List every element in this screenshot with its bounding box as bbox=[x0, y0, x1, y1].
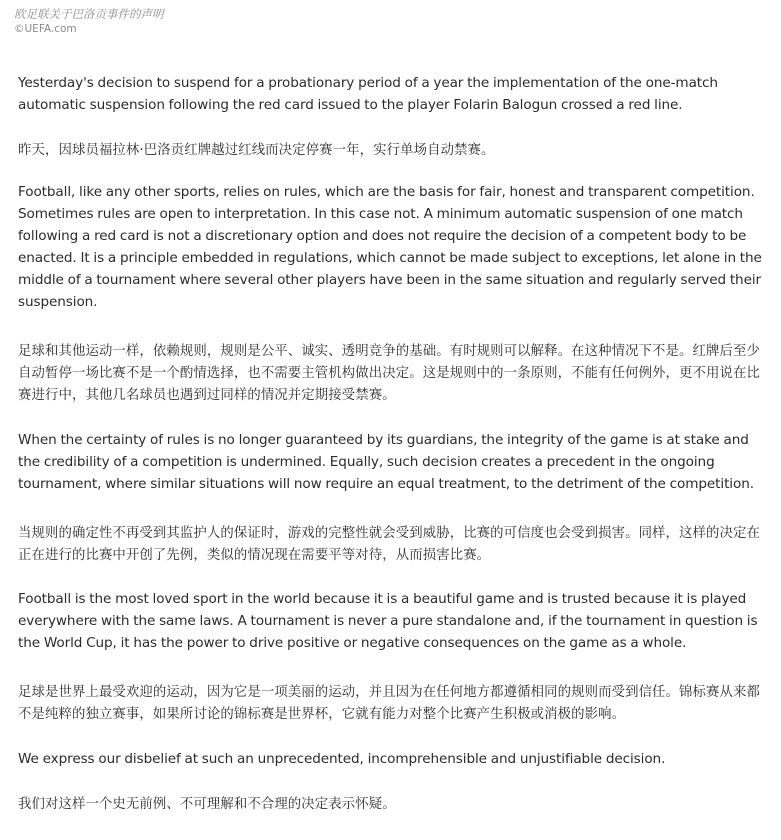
paragraph-zh-3: 当规则的确定性不再受到其监护人的保证时，游戏的完整性就会受到威胁，比赛的可信度也会受到损害。同样，这样的决定在正在进行的比赛中开创了先例，类似的情况现在需要平等对待，从而损害比赛。 bbox=[18, 526, 760, 563]
paragraph-zh-5: 我们对这样一个史无前例、不可理解和不合理的决定表示怀疑。 bbox=[18, 797, 396, 812]
paragraph-en-1: Yesterday's decision to suspend for a probationary period of a year the implementation of the one-match automatic suspension following the red card issued to the player Folarin Balogun crossed a red line. bbox=[18, 75, 718, 113]
article-header bbox=[14, 6, 164, 37]
article-title: 欧足联关于巴洛贡事件的声明 bbox=[14, 7, 164, 21]
paragraph-zh-4: 足球是世界上最受欢迎的运动，因为它是一项美丽的运动，并且因为在任何地方都遵循相同的规则而受到信任。锦标赛从来都不是纯粹的独立赛事，如果所讨论的锦标赛是世界杯，它就有能力对整个比赛产生积极或消极的影响。 bbox=[18, 685, 760, 722]
paragraph-en-5: We express our disbelief at such an unprecedented, incomprehensible and unjustifiable decision. bbox=[18, 751, 666, 767]
article-source: ©UEFA.com bbox=[14, 23, 77, 35]
article-body bbox=[18, 72, 770, 840]
paragraph-en-4: Football is the most loved sport in the world because it is a beautiful game and is trusted because it is played everywhere with the same laws. A tournament is never a pure standalone and, if the tournament in question is the World Cup, it has the power to drive positive or negative consequences on the game as a whole. bbox=[18, 591, 758, 651]
paragraph-zh-2: 足球和其他运动一样，依赖规则，规则是公平、诚实、透明竞争的基础。有时规则可以解释。在这种情况下不是。红牌后至少自动暂停一场比赛不是一个酌情选择，也不需要主管机构做出决定。这是规则中的一条原则，不能有任何例外，更不用说在比赛进行中，其他几名球员也遇到过同样的情况并定期接受禁赛。 bbox=[18, 344, 760, 403]
paragraph-zh-1: 昨天，因球员福拉林·巴洛贡红牌越过红线而决定停赛一年，实行单场自动禁赛。 bbox=[18, 143, 495, 158]
paragraph-en-2: Football, like any other sports, relies on rules, which are the basis for fair, honest and transparent competition. Sometimes rules are open to interpretation. In this case not. A minimum automatic suspension of one match following a red card is not a discretionary option and does not require the decision of a competent body to be enacted. It is a principle embedded in regulations, which cannot be made subject to exceptions, let alone in the middle of a tournament where several other players have been in the same situation and regularly served their suspension. bbox=[18, 184, 762, 310]
paragraph-en-3: When the certainty of rules is no longer guaranteed by its guardians, the integrity of the game is at stake and the credibility of a competition is undermined. Equally, such decision creates a precedent in the ongoing tournament, where similar situations will now require an equal treatment, to the detriment of the competition. bbox=[18, 432, 754, 492]
